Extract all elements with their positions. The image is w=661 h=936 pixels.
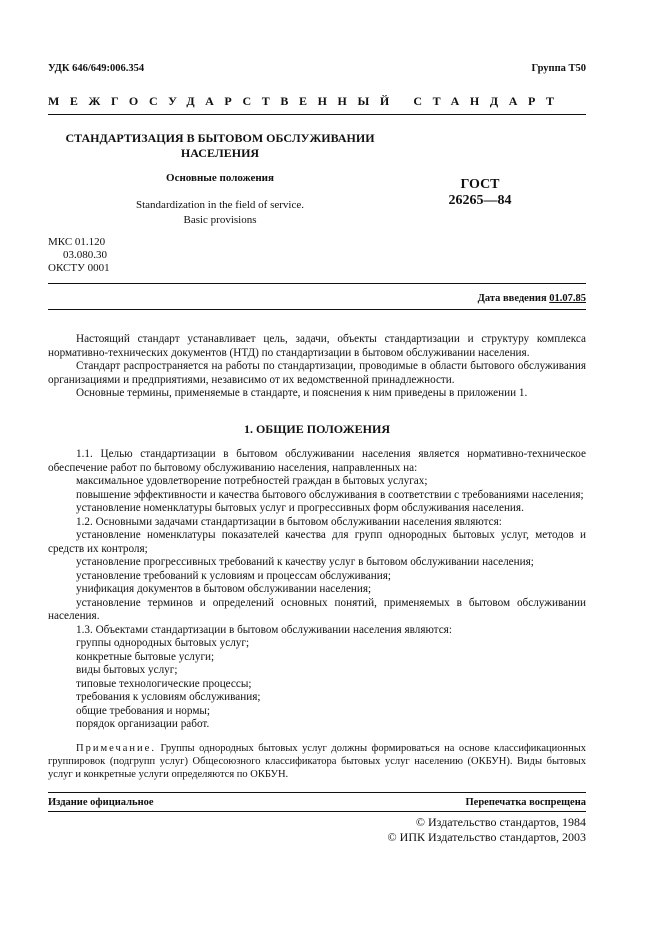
english-title-line-1: Standardization in the field of service.	[136, 199, 304, 211]
group-code: Группа Т50	[531, 63, 586, 74]
list-item: установление прогрессивных требований к качеству услуг в бытовом обслуживании населения;	[76, 556, 534, 568]
gost-number: 26265—84	[448, 193, 512, 208]
note-block	[48, 742, 586, 781]
copyright-block	[388, 815, 586, 844]
list-item: установление номенклатуры бытовых услуг и прогрессивных форм обслуживания населения.	[76, 502, 524, 514]
list-item: максимальное удовлетворение потребностей граждан в бытовых услугах;	[76, 475, 428, 487]
list-item: типовые технологические процессы;	[76, 677, 252, 690]
clause-1-1: 1.1. Целью стандартизации в бытовом обслуживании населения является нормативно-техническое обеспечение работ по бытовому обслуживанию населения, направленных на:	[48, 448, 586, 474]
list-item: порядок организации работ.	[76, 718, 210, 730]
document-subtitle: Основные положения	[166, 172, 274, 184]
title-line-1: СТАНДАРТИЗАЦИЯ В БЫТОВОМ ОБСЛУЖИВАНИИ	[65, 131, 375, 145]
clause-1-2: 1.2. Основными задачами стандартизации в бытовом обслуживании населения являются:	[76, 515, 502, 528]
top-divider	[48, 114, 586, 115]
section-1-body	[48, 448, 586, 732]
official-edition-label: Издание официальное	[48, 797, 154, 808]
note-paragraph	[48, 742, 586, 781]
copyright-line-1: © Издательство стандартов, 1984	[415, 815, 586, 829]
list-item: установление номенклатуры показателей качества для групп однородных бытовых услуг, методов и средств их контроля;	[48, 529, 586, 555]
clause-1-3: 1.3. Объектами стандартизации в бытовом обслуживании населения являются:	[76, 623, 452, 636]
document-title	[48, 131, 392, 161]
list-item: виды бытовых услуг;	[76, 664, 178, 676]
date-underline	[48, 309, 586, 310]
note-text: Группы однородных бытовых услуг должны формироваться на основе классификационных группировок (подгрупп услуг) Общесоюзного классификатора бытовых услуг населению (ОКБУН). Виды бытовых услуг и конкретные услуги определяются по ОКБУН.	[48, 743, 587, 780]
mks-code-1: МКС 01.120	[48, 236, 106, 248]
intro-date-label: Дата введения	[477, 293, 547, 304]
mid-divider	[48, 283, 586, 284]
title-line-2: НАСЕЛЕНИЯ	[180, 146, 260, 160]
list-item: группы однородных бытовых услуг;	[76, 637, 250, 649]
list-item: требования к условиям обслуживания;	[76, 691, 261, 703]
reprint-prohibited-label: Перепечатка воспрещена	[465, 797, 586, 808]
english-title-line-2: Basic provisions	[183, 214, 257, 226]
classification-codes	[48, 236, 110, 275]
intro-date-value: 01.07.85	[549, 293, 586, 304]
intro-paragraph: Настоящий стандарт устанавливает цель, задачи, объекты стандартизации и структуру комплекса нормативно-технических документов (НТД) по стандартизации в бытовом обслуживании населения.	[48, 333, 586, 359]
okstu-code: ОКСТУ 0001	[48, 262, 110, 274]
mks-code-2: 03.080.30	[63, 249, 107, 261]
intro-paragraph: Основные термины, применяемые в стандарте, и пояснения к ним приведены в приложении 1.	[76, 387, 528, 399]
gost-designation	[420, 177, 540, 209]
intro-paragraph: Стандарт распространяется на работы по стандартизации, проводимые в области бытового обслуживания организациями и предприятиями, независимо от их ведомственной принадлежности.	[48, 360, 586, 386]
list-item: установление требований к условиям и процессам обслуживания;	[76, 569, 391, 582]
gost-label: ГОСТ	[460, 177, 500, 192]
introduction-date	[478, 293, 586, 304]
intro-section	[48, 333, 586, 401]
list-item: общие требования и нормы;	[76, 704, 211, 717]
note-label: Примечание.	[76, 743, 156, 754]
standard-type-banner: МЕЖГОСУДАРСТВЕННЫЙ СТАНДАРТ	[48, 94, 565, 108]
udk-code: УДК 646/649:006.354	[48, 63, 145, 74]
footer-divider	[48, 792, 586, 793]
copyright-line-2: © ИПК Издательство стандартов, 2003	[387, 829, 586, 844]
list-item: повышение эффективности и качества бытового обслуживания в соответствии с требованиями населения;	[76, 488, 584, 501]
list-item: установление терминов и определений основных понятий, применяемых в бытовом обслуживании населения.	[48, 596, 586, 622]
english-title	[48, 198, 392, 228]
footer-bottom-divider	[48, 811, 586, 812]
list-item: конкретные бытовые услуги;	[76, 650, 215, 663]
list-item: унификация документов в бытовом обслуживании населения;	[76, 583, 372, 595]
section-heading: 1. ОБЩИЕ ПОЛОЖЕНИЯ	[243, 422, 391, 436]
